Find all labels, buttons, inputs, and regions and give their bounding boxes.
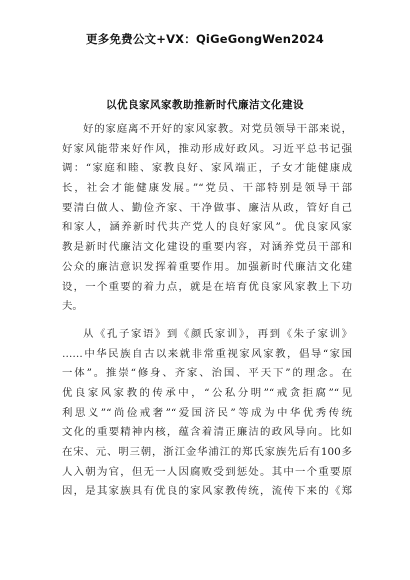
- text-line: 文化的重要精神内核，蕴含着清正廉洁的政风导向。比如: [62, 426, 352, 439]
- text-line: 从《孔子家语》到《颜氏家训》，再到《朱子家训》: [83, 327, 352, 340]
- paragraph-2: [62, 325, 352, 502]
- text-line: 教是新时代廉洁文化建设的重要内容，对涵养党员干部和: [62, 241, 352, 254]
- text-line: 夫。: [62, 300, 83, 313]
- text-line: 利思义”“尚俭戒奢”“爱国济民”等成为中华优秀传统: [62, 406, 352, 419]
- text-line: 一体”。推崇“修身、齐家、治国、平天下”的理念。在: [62, 367, 352, 380]
- promo-header: 更多免费公文+VX：QiGeGongWen2024: [86, 32, 324, 46]
- text-line: 公众的廉洁意识发挥着重要作用。加强新时代廉洁文化建: [62, 260, 352, 273]
- document-body: [62, 120, 352, 502]
- text-line: 好的家庭离不开好的家风家教。对党员领导干部来说，: [83, 123, 352, 135]
- text-line: 调：“家庭和睦、家教良好、家风端正，子女才能健康成: [62, 162, 352, 175]
- text-line: 设，一个重要的着力点，就是在培育优良家风家教上下功: [62, 280, 352, 293]
- text-line: 优良家风家教的传承中，“公私分明”“戒贪拒腐”“见: [62, 386, 352, 399]
- text-line: 人入朝为官，但无一人因腐败受到惩处。其中一个重要原: [62, 465, 352, 478]
- text-line: ……中华民族自古以来就非常重视家风家教，倡导“家国: [62, 347, 352, 360]
- paragraph-1: [62, 120, 352, 317]
- text-line: 要清白做人、勤俭齐家、干净做事、廉洁从政，管好自己: [62, 201, 352, 214]
- text-line: 和家人，涵养新时代共产党人的良好家风”。优良家风家: [62, 221, 352, 234]
- paragraph-gap: [62, 317, 352, 325]
- text-line: 在宋、元、明三朝，浙江金华浦江的郑氏家族先后有100多: [62, 446, 352, 458]
- text-line: 因，是其家族具有优良的家风家教传统，流传下来的《郑: [62, 485, 352, 498]
- document-title: 以优良家风家教助推新时代廉洁文化建设: [106, 99, 304, 111]
- text-line: 长，社会才能健康发展。”“党员、干部特别是领导干部: [62, 182, 352, 195]
- text-line: 好家风能带来好作风，推动形成好政风。习近平总书记强: [62, 142, 352, 155]
